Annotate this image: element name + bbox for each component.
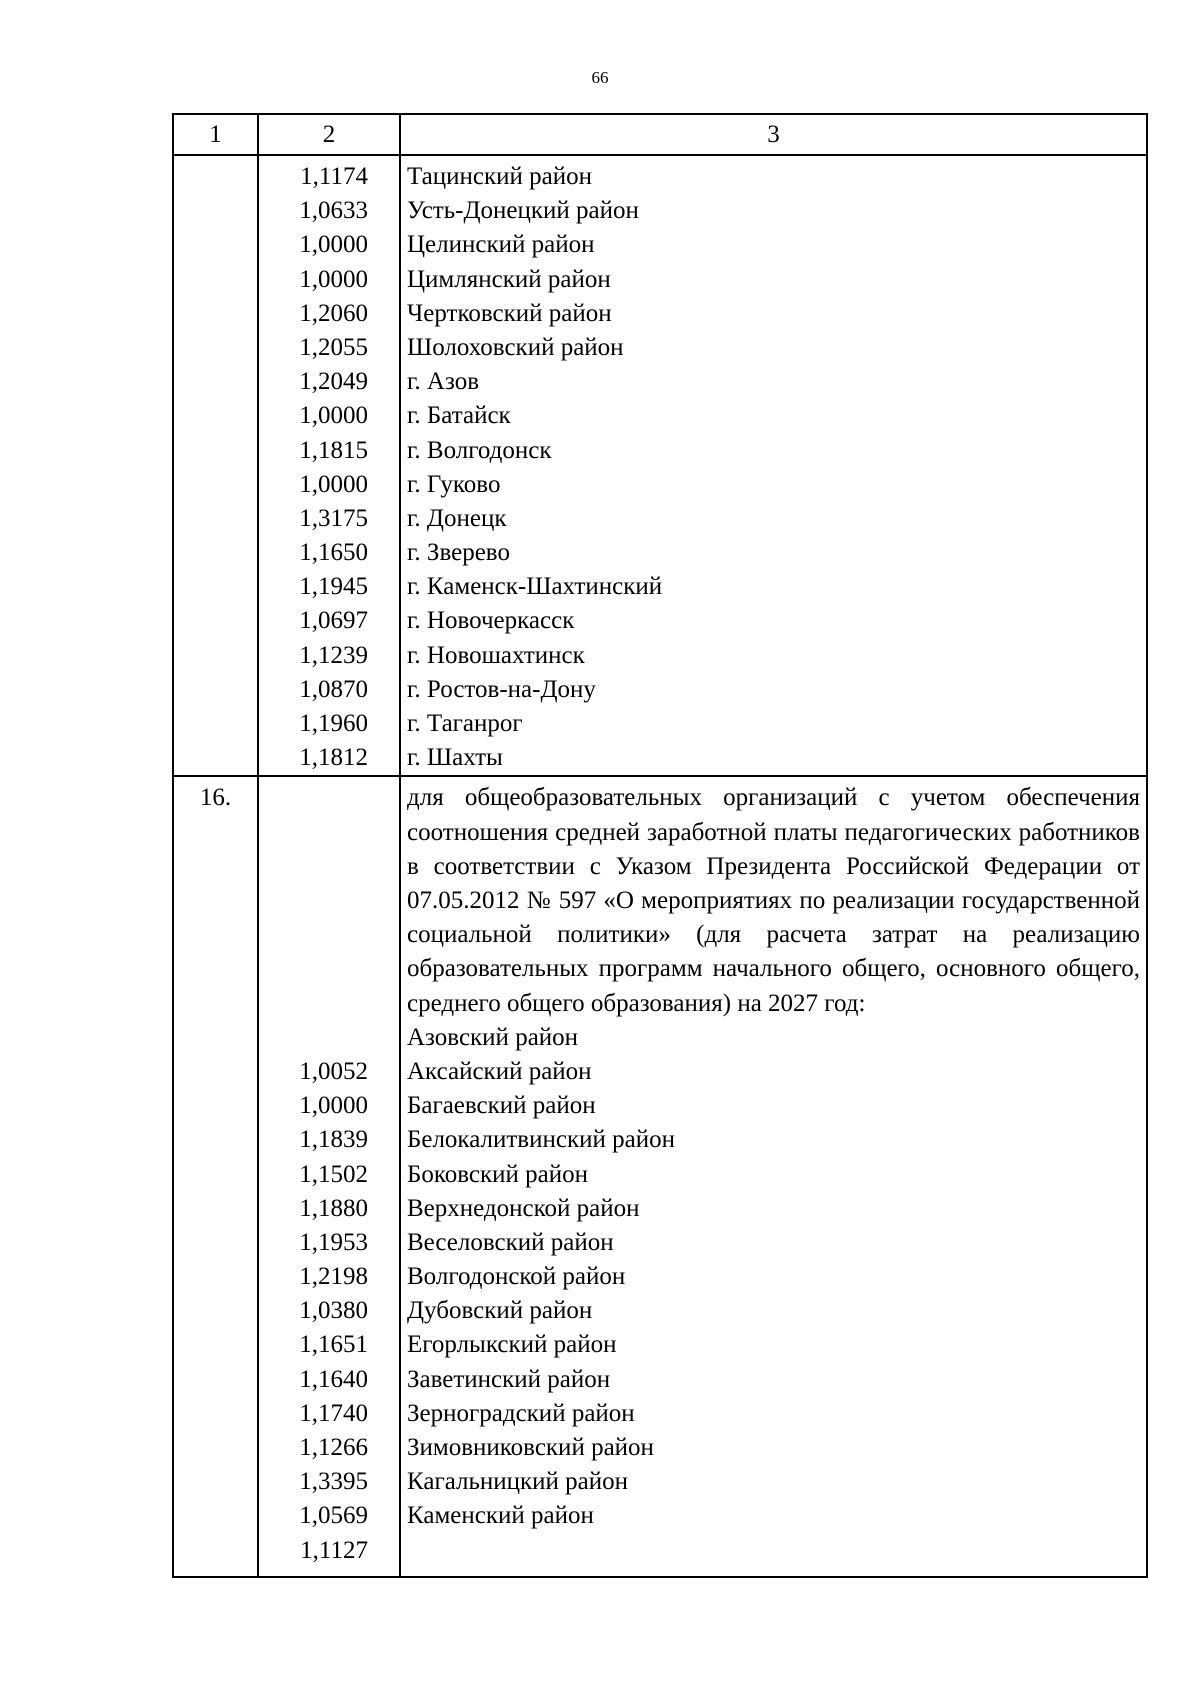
coefficient-value: 1,1960 [299, 710, 368, 737]
coefficient-value: 1,0052 [299, 1057, 368, 1085]
coefficient-value: 1,2049 [299, 368, 368, 396]
district-name: Усть-Донецкий район [407, 197, 639, 225]
coefficient-value: 1,2060 [299, 299, 368, 327]
coefficient-value: 1,1650 [299, 539, 368, 567]
district-name: Аксайский район [407, 1057, 592, 1085]
coefficient-value: 1,1815 [299, 436, 368, 464]
district-name: Зерноградский район [407, 1399, 635, 1427]
district-name: г. Зверево [407, 539, 510, 567]
column-header-1: 1 [173, 114, 258, 155]
coefficient-value: 1,1812 [299, 744, 368, 772]
coefficient-value: 1,1839 [299, 1126, 368, 1154]
district-name: Зимовниковский район [407, 1434, 654, 1462]
coefficient-value: 1,1640 [299, 1365, 368, 1393]
section-a-values-cell [258, 155, 400, 776]
coefficient-value: 1,1880 [299, 1194, 368, 1222]
coefficient-value: 1,0697 [299, 607, 368, 635]
coefficient-value: 1,1239 [299, 641, 368, 669]
district-name: Боковский район [407, 1160, 588, 1188]
coefficient-value: 1,0000 [299, 402, 368, 430]
page-number: 66 [591, 68, 609, 87]
district-name: г. Новошахтинск [407, 641, 585, 669]
coefficient-value: 1,2198 [299, 1263, 368, 1291]
table-row-section-a [173, 155, 1147, 776]
district-name: Чертковский район [407, 299, 612, 327]
district-name: Азовский район [407, 1023, 579, 1051]
district-name: Заветинский район [407, 1365, 611, 1393]
table-row-section-16 [173, 776, 1147, 1576]
coefficient-value: 1,0000 [299, 470, 368, 498]
coefficient-value: 1,3395 [299, 1468, 368, 1496]
district-name: Веселовский район [407, 1228, 614, 1256]
section-16-values-cell [258, 776, 400, 1576]
coefficient-value: 1,1127 [300, 1536, 368, 1564]
district-name: Каменский район [407, 1502, 594, 1530]
coefficient-value: 1,2055 [299, 333, 368, 361]
district-name: г. Азов [407, 368, 480, 396]
column-header-3: 3 [400, 114, 1147, 155]
item-number: 16. [199, 784, 232, 812]
coefficient-value: 1,0000 [299, 265, 368, 293]
coefficient-value: 1,1174 [300, 163, 368, 190]
coefficient-value: 1,0000 [299, 231, 368, 259]
section-a-number-cell [173, 155, 258, 776]
district-name: г. Каменск-Шахтинский [407, 573, 663, 601]
district-name: Цимлянский район [407, 265, 611, 293]
district-name: г. Гуково [407, 470, 501, 498]
district-name: Шолоховский район [407, 333, 624, 361]
district-name: г. Волгодонск [407, 436, 552, 464]
district-name: Белокалитвинский район [407, 1126, 675, 1154]
district-name: Тацинский район [407, 163, 592, 190]
coefficient-value: 1,0000 [299, 1092, 368, 1120]
section-a-names-cell [400, 155, 1147, 776]
district-name: Волгодонской район [407, 1263, 626, 1291]
district-name: г. Донецк [407, 504, 507, 532]
coefficients-table [172, 113, 1148, 1578]
district-name: Багаевский район [407, 1092, 596, 1120]
table-header-row [173, 114, 1147, 155]
section-16-names-cell [400, 776, 1147, 1576]
district-name: Егорлыкский район [407, 1331, 617, 1359]
district-name: Целинский район [407, 231, 595, 259]
item-description: для общеобразовательных организаций с учетом обеспечения соотношения средней заработной платы педагогических работников в соответствии с Указом Президента Российской Федерации от 07.05.2012 № 597 «О мероприятиях по реализации государственной социальной политики» (для расчета затрат на реализацию образовательных программ начального общего, основного общего, среднего общего образования) на 2027 год: [407, 784, 1140, 1017]
coefficient-value: 1,1266 [299, 1434, 368, 1462]
coefficient-value: 1,1502 [299, 1160, 368, 1188]
coefficient-value: 1,1945 [299, 573, 368, 601]
district-name: Кагальницкий район [407, 1468, 629, 1496]
district-name: г. Таганрог [407, 710, 523, 737]
coefficient-value: 1,0633 [299, 197, 368, 225]
coefficient-value: 1,0380 [299, 1297, 368, 1325]
section-16-number-cell [173, 776, 258, 1576]
district-name: г. Ростов-на-Дону [407, 675, 596, 703]
district-name: г. Шахты [407, 744, 503, 772]
district-name: Верхнедонской район [407, 1194, 640, 1222]
district-name: г. Новочеркасск [407, 607, 575, 635]
coefficient-value: 1,1953 [299, 1228, 368, 1256]
district-name: г. Батайск [407, 402, 511, 430]
coefficient-value: 1,0870 [299, 675, 368, 703]
coefficient-value: 1,0569 [299, 1502, 368, 1530]
coefficient-value: 1,1740 [299, 1399, 368, 1427]
column-header-2: 2 [258, 114, 400, 155]
district-name: Дубовский район [407, 1297, 593, 1325]
coefficient-value: 1,3175 [299, 504, 368, 532]
coefficient-value: 1,1651 [299, 1331, 368, 1359]
